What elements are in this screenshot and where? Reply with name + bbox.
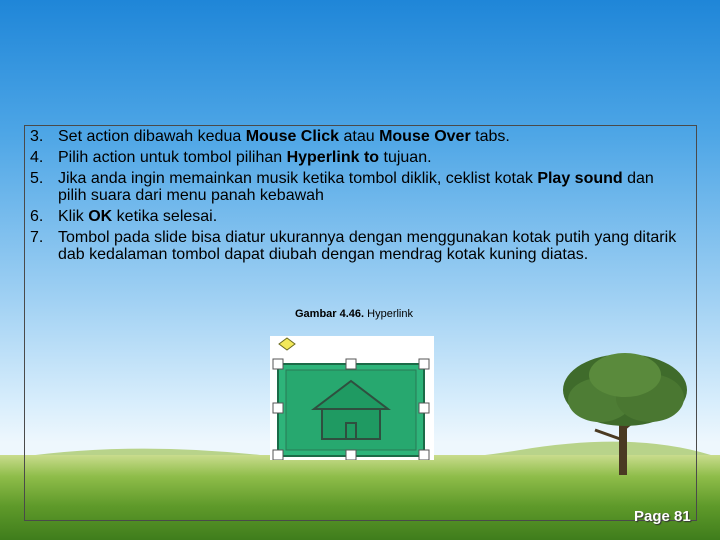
figure-caption (295, 308, 413, 320)
instruction-item (30, 149, 680, 166)
page-number: Page 81 (634, 508, 691, 525)
instruction-number: 6. (30, 208, 44, 225)
caption-number: Gambar 4.46. (295, 308, 365, 320)
instruction-item (30, 128, 680, 145)
caption-text: Hyperlink (364, 308, 413, 320)
instruction-text: Pilih action untuk tombol pilihan Hyperlink to tujuan. (58, 149, 432, 166)
instruction-item (30, 208, 680, 225)
instruction-text: Klik OK ketika selesai. (58, 208, 218, 225)
instruction-number: 4. (30, 149, 44, 166)
instruction-text: Tombol pada slide bisa diatur ukurannya dengan menggunakan kotak putih yang ditarik dab kedalaman tombol dapat diubah dengan mendrag kotak kuning diatas. (58, 229, 677, 263)
action-button-illustration (270, 336, 434, 460)
instruction-text: Set action dibawah kedua Mouse Click atau Mouse Over tabs. (58, 128, 510, 145)
instruction-number: 5. (30, 170, 44, 187)
instruction-number: 3. (30, 128, 44, 145)
hyperlink-figure (270, 336, 434, 460)
instruction-number: 7. (30, 229, 44, 246)
instruction-item (30, 170, 680, 204)
instruction-item (30, 229, 680, 263)
instruction-list (30, 128, 680, 267)
instruction-text: Jika anda ingin memainkan musik ketika tombol diklik, ceklist kotak Play sound dan pilih suara dari menu panah kebawah (58, 170, 654, 204)
yellow-adjust-handle[interactable] (279, 338, 295, 350)
